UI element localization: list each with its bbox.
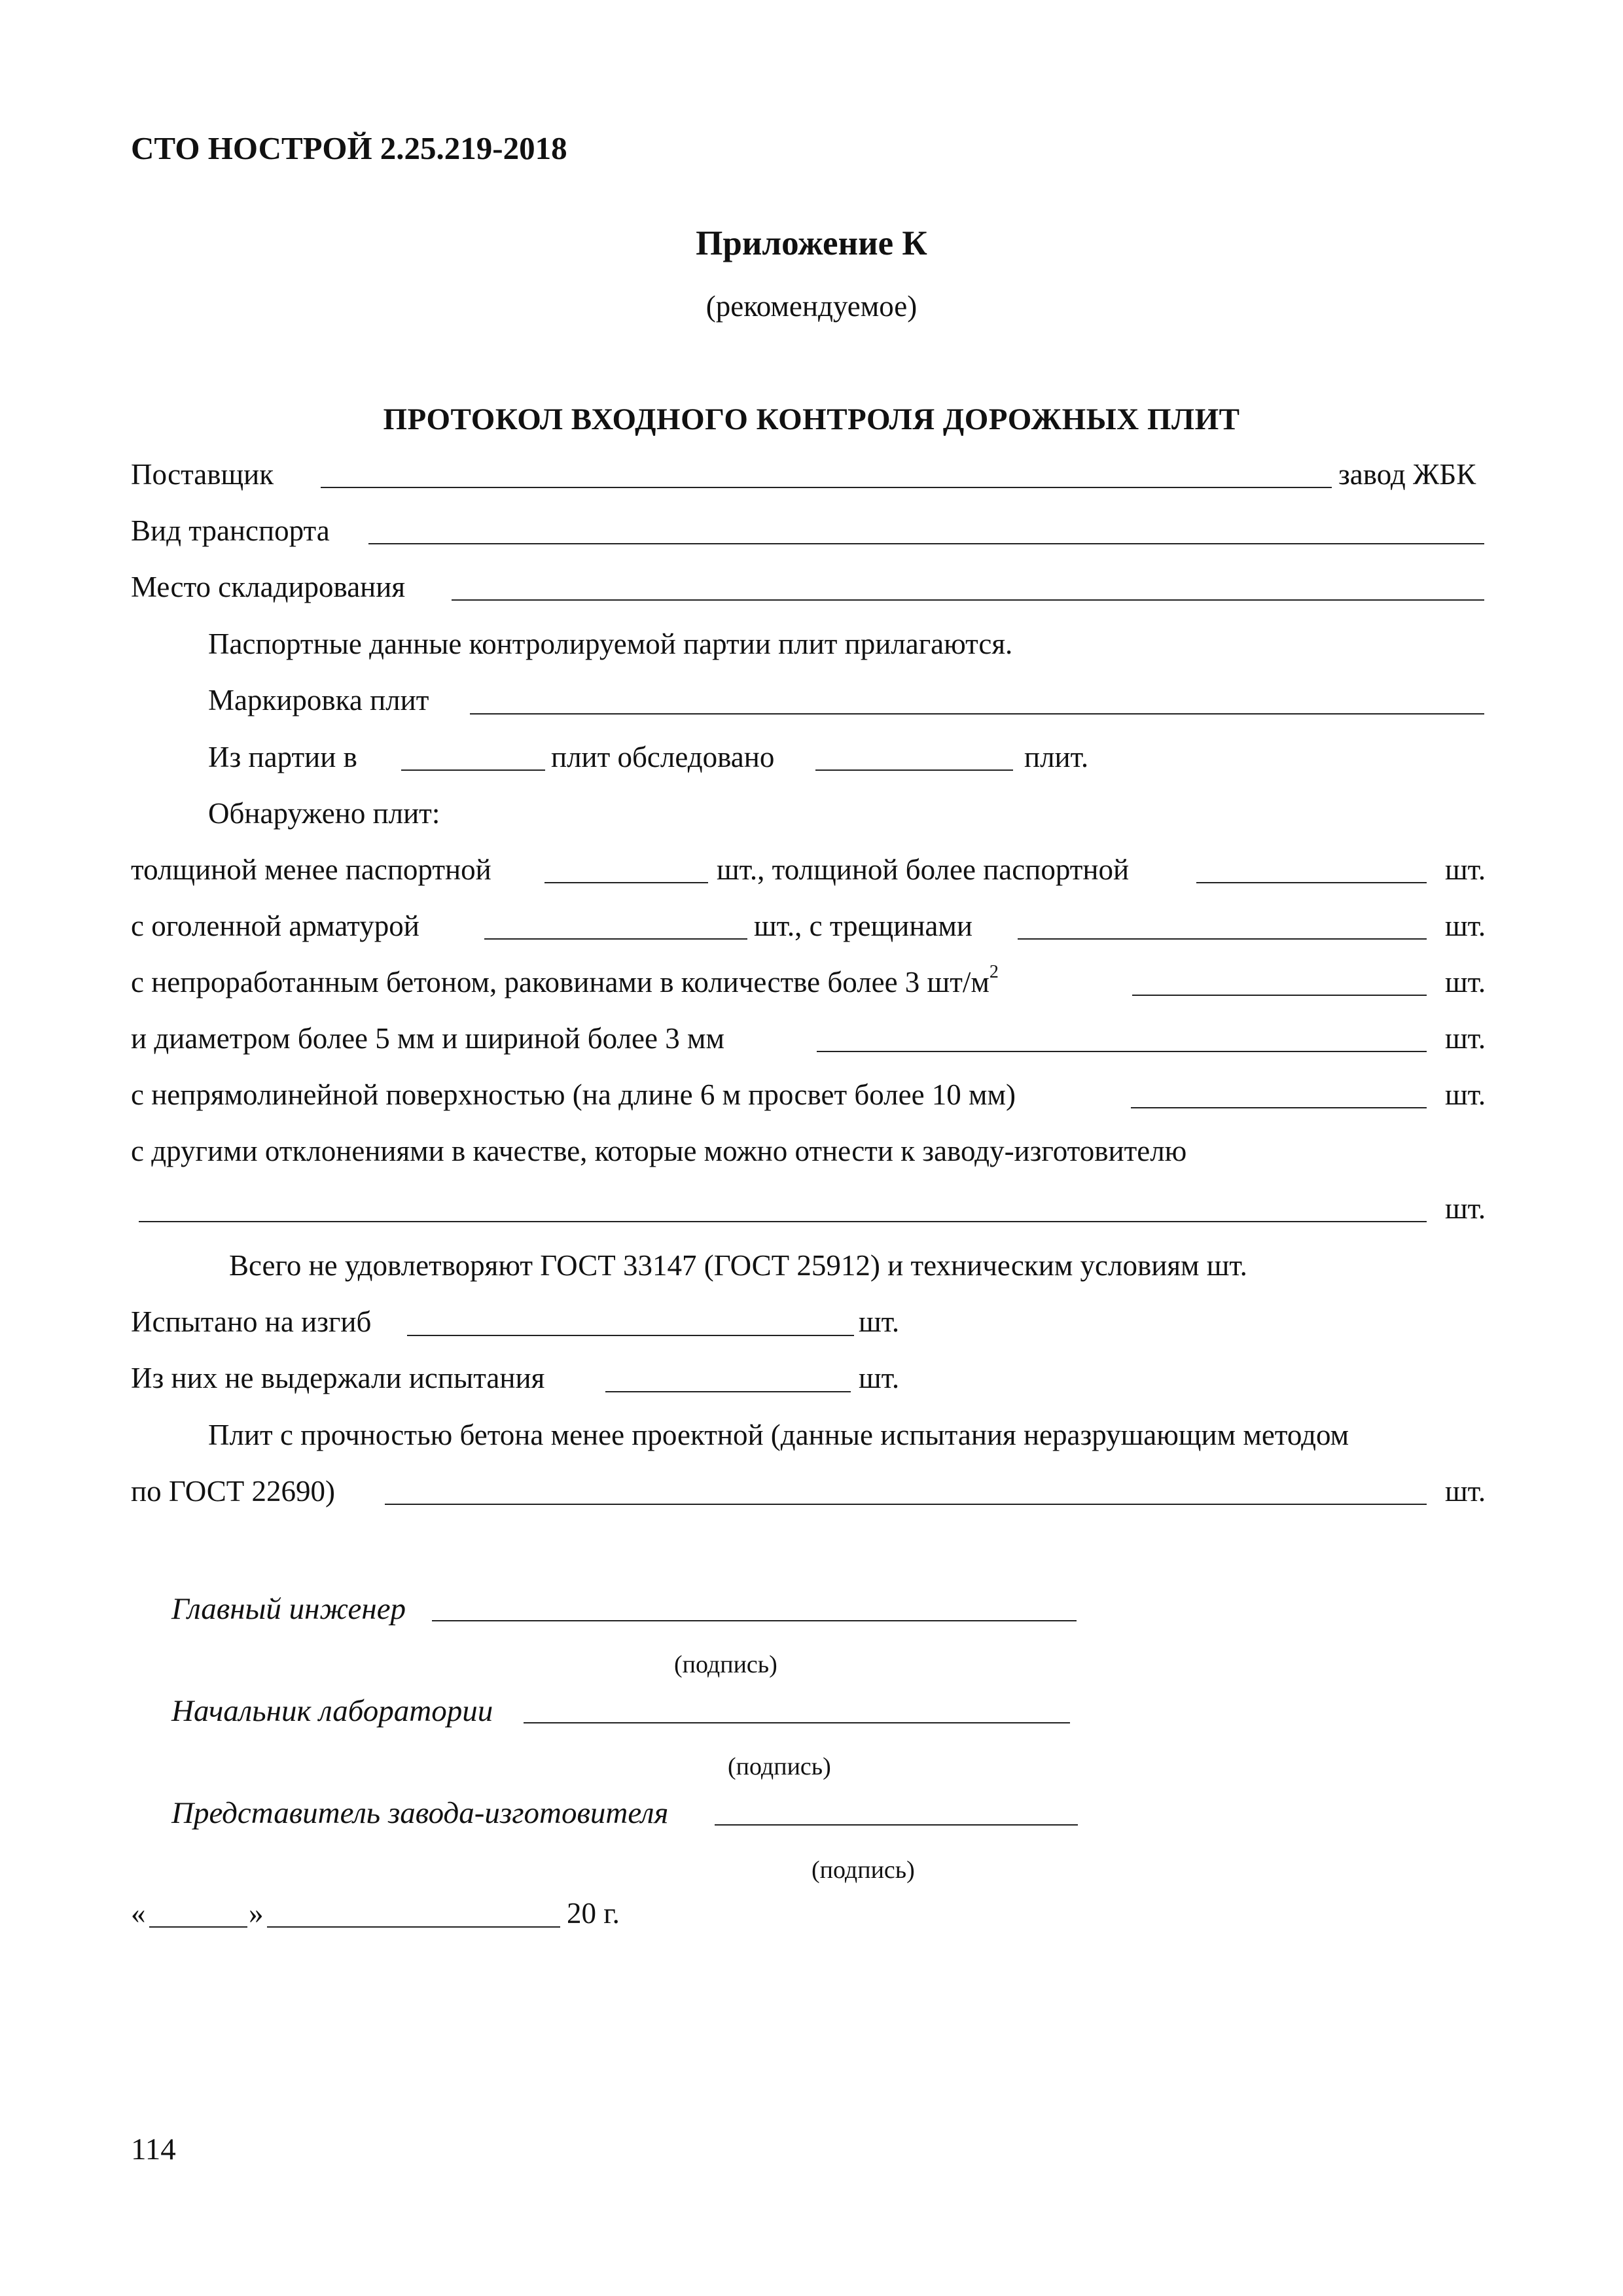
signature-caption: (подпись) (728, 1753, 831, 1780)
unit-label: шт. (1445, 853, 1486, 886)
thin-label: толщиной менее паспортной (131, 853, 491, 886)
strength-text: Плит с прочностью бетона менее проектной (данные испытания неразрушающим методом (208, 1419, 1349, 1451)
thick-field[interactable] (1196, 882, 1427, 883)
failed-field[interactable] (605, 1391, 851, 1392)
date-year: 20 г. (567, 1897, 620, 1930)
supplier-suffix: завод ЖБК (1338, 458, 1476, 491)
date-month-field[interactable] (267, 1926, 560, 1928)
manufacturer-rep-label: Представитель завода-изготовителя (171, 1796, 669, 1830)
storage-label: Место складирования (131, 571, 406, 603)
surface-label: с непрямолинейной поверхностью (на длине 6 м просвет более 10 мм) (131, 1078, 1016, 1111)
marking-field[interactable] (470, 713, 1484, 715)
failed-label: Из них не выдержали испытания (131, 1362, 545, 1394)
appendix-title: Приложение К (696, 224, 927, 262)
manufacturer-rep-signature-field[interactable] (715, 1824, 1078, 1826)
document-code: СТО НОСТРОЙ 2.25.219-2018 (131, 130, 567, 166)
page-number: 114 (131, 2132, 176, 2166)
found-label: Обнаружено плит: (208, 797, 440, 830)
marking-label: Маркировка плит (208, 684, 429, 716)
diameter-field[interactable] (817, 1051, 1427, 1052)
transport-field[interactable] (368, 543, 1484, 544)
lab-head-label: Начальник лаборатории (171, 1694, 493, 1728)
lab-head-signature-field[interactable] (524, 1722, 1070, 1723)
other-label: с другими отклонениями в качестве, которые можно отнести к заводу-изготовителю (131, 1135, 1187, 1167)
supplier-field[interactable] (321, 487, 1332, 488)
transport-label: Вид транспорта (131, 514, 330, 547)
signature-caption: (подпись) (812, 1856, 915, 1884)
passport-text: Паспортные данные контролируемой партии плит прилагаются. (208, 627, 1013, 660)
signature-caption: (подпись) (674, 1651, 777, 1678)
unit-label: шт. (1445, 910, 1486, 942)
date-day-field[interactable] (149, 1926, 247, 1928)
batch-prefix: Из партии в (208, 741, 357, 773)
date-open-quote: « (131, 1897, 146, 1930)
thin-field[interactable] (544, 882, 708, 883)
unit-label: шт. (1445, 1192, 1486, 1225)
chief-engineer-signature-field[interactable] (432, 1620, 1077, 1621)
batch-suffix: плит. (1024, 741, 1089, 773)
total-text: Всего не удовлетворяют ГОСТ 33147 (ГОСТ 25912) и техническим условиям шт. (229, 1249, 1247, 1282)
rebar-unit: шт., с трещинами (754, 910, 972, 942)
batch-size-field[interactable] (401, 769, 545, 771)
appendix-note: (рекомендуемое) (705, 290, 918, 323)
surface-field[interactable] (1131, 1107, 1427, 1108)
diameter-label: и диаметром более 5 мм и шириной более 3 мм (131, 1022, 724, 1055)
unit-label: шт. (1445, 1078, 1486, 1111)
strength-field[interactable] (385, 1504, 1427, 1505)
supplier-label: Поставщик (131, 458, 274, 491)
storage-field[interactable] (452, 599, 1484, 601)
bend-field[interactable] (407, 1335, 854, 1336)
unit-label: шт. (859, 1305, 900, 1338)
concrete-superscript: 2 (989, 962, 999, 982)
unit-label: шт. (859, 1362, 900, 1394)
bend-label: Испытано на изгиб (131, 1305, 372, 1338)
unit-label: шт. (1445, 1022, 1486, 1055)
unit-label: шт. (1445, 1475, 1486, 1508)
batch-middle: плит обследовано (551, 741, 775, 773)
concrete-label: с непроработанным бетоном, раковинами в количестве более 3 $шт/м^2$ (131, 962, 999, 998)
thin-unit: шт., толщиной более паспортной (717, 853, 1130, 886)
concrete-field[interactable] (1132, 995, 1427, 996)
chief-engineer-label: Главный инженер (171, 1592, 406, 1626)
strength-gost: по ГОСТ 22690) (131, 1475, 336, 1508)
protocol-title: ПРОТОКОЛ ВХОДНОГО КОНТРОЛЯ ДОРОЖНЫХ ПЛИТ (383, 402, 1240, 436)
other-field[interactable] (139, 1221, 1427, 1222)
inspected-count-field[interactable] (815, 769, 1013, 771)
rebar-field[interactable] (484, 938, 747, 940)
rebar-label: с оголенной арматурой (131, 910, 419, 942)
date-close-quote: » (249, 1897, 264, 1930)
cracks-field[interactable] (1018, 938, 1427, 940)
unit-label: шт. (1445, 966, 1486, 998)
